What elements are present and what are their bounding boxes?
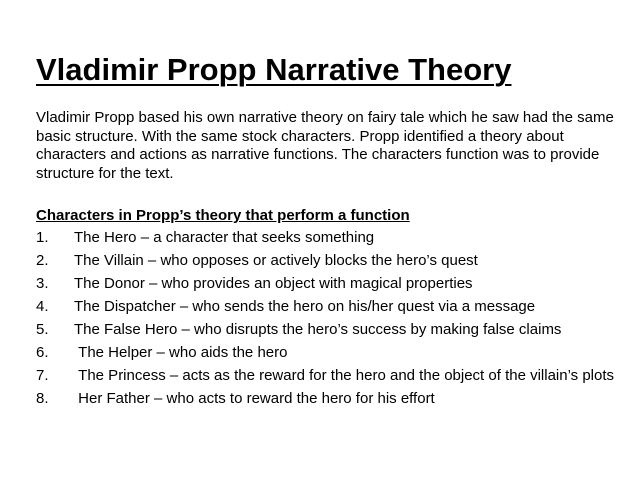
item-number: 4. [36,298,49,315]
item-text: The Princess – acts as the reward for the hero and the object of the villain’s plots [74,367,615,384]
list-heading: Characters in Propp’s theory that perform a function [36,207,410,224]
item-number: 5. [36,321,49,338]
item-number: 2. [36,252,49,269]
list-item [36,251,616,271]
list-item [36,366,616,386]
item-text: The Dispatcher – who sends the hero on his/her quest via a message [74,298,536,315]
slide-title: Vladimir Propp Narrative Theory [36,52,512,87]
item-text: The Helper – who aids the hero [74,344,288,361]
item-number: 8. [36,390,49,407]
list-item [36,320,616,340]
item-text: Her Father – who acts to reward the hero for his effort [74,390,435,407]
item-number: 3. [36,275,49,292]
item-text: The Donor – who provides an object with magical properties [74,275,473,292]
item-number: 7. [36,367,49,384]
intro-paragraph: Vladimir Propp based his own narrative theory on fairy tale which he saw had the same basic structure. With the same stock characters. Propp identified a theory about characters and actions as narrative functions. The characters function was to provide structure for the text. [36,109,614,182]
list-item [36,274,616,294]
item-text: The Villain – who opposes or actively blocks the hero’s quest [74,252,478,269]
item-number: 1. [36,229,49,246]
item-text: The False Hero – who disrupts the hero’s success by making false claims [74,321,562,338]
list-item [36,297,616,317]
item-text: The Hero – a character that seeks something [74,229,375,246]
list-item [36,228,616,248]
character-list [36,228,616,412]
item-number: 6. [36,344,49,361]
list-item [36,389,616,409]
list-item [36,343,616,363]
